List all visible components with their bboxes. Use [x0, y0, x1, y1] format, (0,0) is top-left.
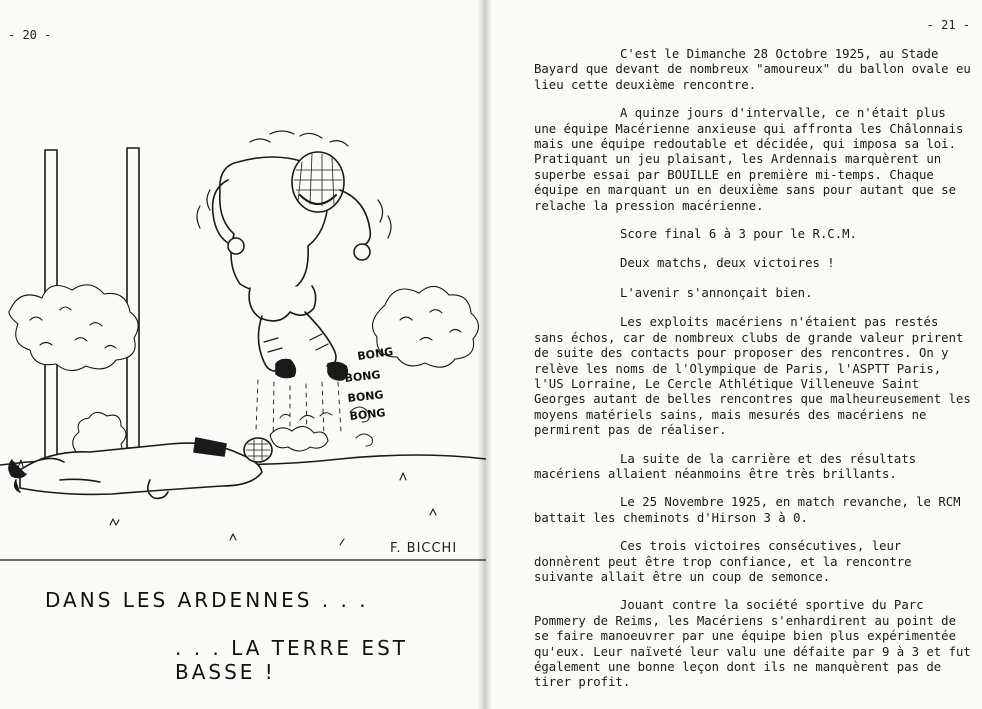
caption-line-2: . . . LA TERRE EST BASSE !: [175, 636, 408, 684]
paragraph: A quinze jours d'intervalle, ce n'était plus une équipe Macérienne anxieuse qui affronta les Châlonnais mais une équipe redoutable et décidée, qui imposa sa loi. Pratiquant un jeu plaisant, les Ardennais marquèrent un superbe essai par BOUILLE en première mi-temps. Chaque équipe en marquant un en deuxième sans pour autant que se relache la pression macérienne.: [534, 106, 964, 213]
sound-word-bong-4: BONG: [348, 406, 387, 423]
paragraph: Les exploits macériens n'étaient pas restés sans échos, car de nombreux clubs de grande valeur prirent de suite des contacts pour proposer des rencontres. On y relève les noms de l'Olympique de Paris, l'ASPTT Paris, l'US Lorraine, Le Cercle Athlétique Villeneuve Saint Georges autant de belles rencontres que malheureusement les moyens matériels sains, mais mesurés des macériens ne permirent pas de réaliser.: [534, 315, 971, 438]
paragraph: Deux matchs, deux victoires !: [620, 256, 835, 271]
artist-signature: F. BICCHI: [390, 541, 458, 556]
rugby-cartoon-illustration: [0, 120, 486, 570]
caption-line-1: DANS LES ARDENNES . . .: [45, 588, 369, 612]
sound-word-bong-3: BONG: [346, 388, 385, 405]
book-gutter: [478, 0, 492, 709]
article-text: [534, 47, 974, 704]
page-number-left: - 20 -: [8, 28, 52, 42]
paragraph: Le 25 Novembre 1925, en match revanche, le RCM battait les cheminots d'Hirson 3 à 0.: [534, 495, 961, 525]
left-page: [0, 0, 486, 709]
paragraph: La suite de la carrière et des résultats macériens allaient néanmoins être très brillants.: [534, 451, 917, 481]
bush-left: [9, 285, 138, 371]
sound-word-bong-1: BONG: [356, 345, 395, 363]
page-number-right: - 21 -: [926, 18, 970, 32]
paragraph: L'avenir s'annonçait bien.: [620, 285, 813, 300]
paragraph: C'est le Dimanche 28 Octobre 1925, au Stade Bayard que devant de nombreux "amoureux" du ballon ovale eu lieu cette deuxième rencontre.: [534, 47, 971, 92]
paragraph: Ces trois victoires consécutives, leur donnèrent peut être trop confiance, et la rencontre suivante allait être un coup de semonce.: [534, 539, 912, 584]
paragraph: Score final 6 à 3 pour le R.C.M.: [620, 227, 857, 242]
paragraph: Jouant contre la société sportive du Parc Pommery de Reims, les Macériens s'enhardirent au point de se faire manoeuvrer par une équipe bien plus expérimentée qu'eux. Leur naïveté leur valu une défaite par 9 à 3 et fut également une bonne leçon dont ils ne manquèrent pas de tirer profit.: [534, 598, 971, 690]
sound-word-bong-2: BONG: [343, 368, 382, 385]
